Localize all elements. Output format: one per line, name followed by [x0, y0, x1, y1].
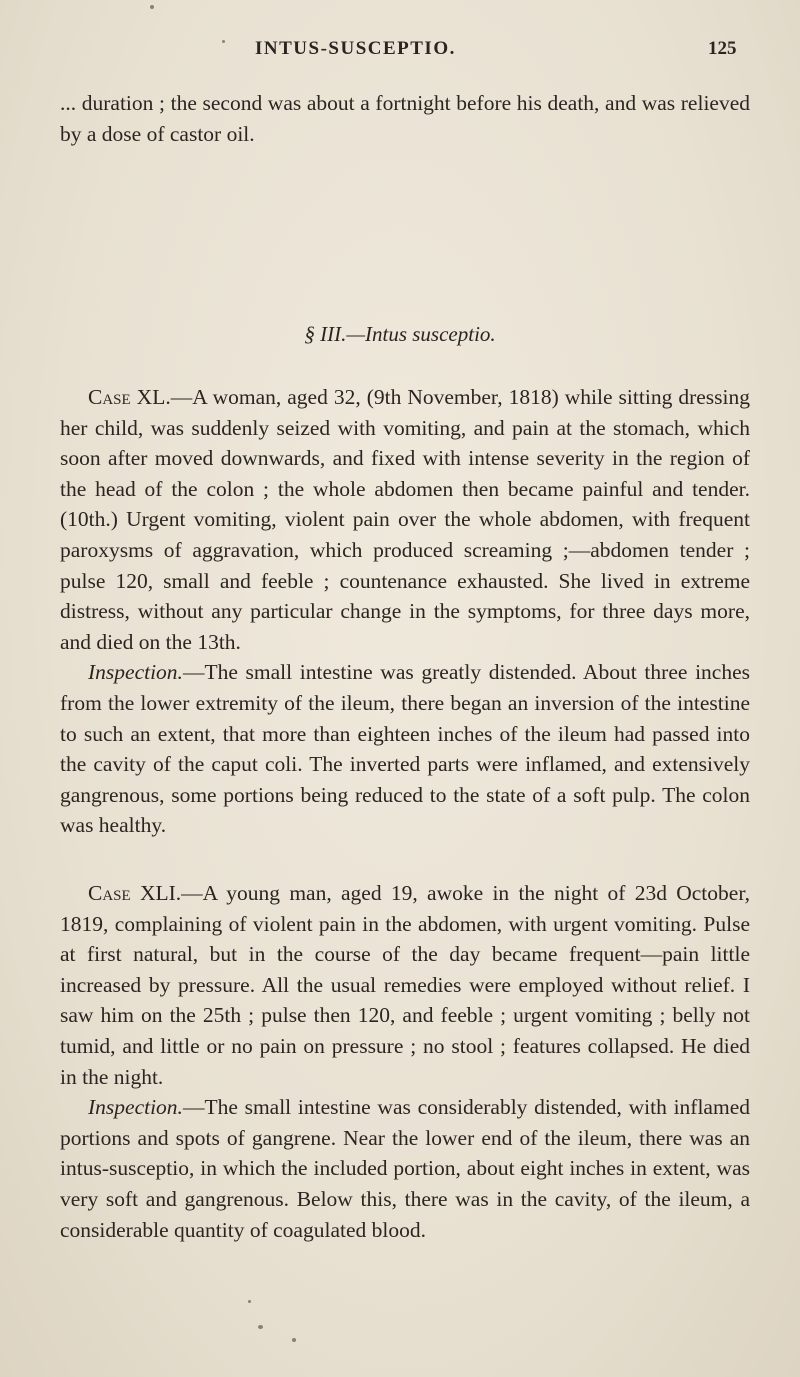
case-xl-inspection-label: Inspection. [88, 660, 183, 685]
intro-paragraph: ... duration ; the second was about a fortnight before his death, and was relieved by a dose of castor oil. [60, 91, 750, 146]
paper-speck [258, 1325, 263, 1329]
case-xl-inspection-text: —The small intestine was greatly distended. About three inches from the lower extremity of the ileum, there began an inversion of the intestine to such an extent, that more than eighteen inches of the ileum had passed into the cavity of the caput coli. The inverted parts were inflamed, and extensively gangrenous, some portions being reduced to the state of a soft pulp. The colon was healthy. [60, 660, 750, 838]
page-header [0, 38, 800, 66]
case-xli-inspection-label: Inspection. [88, 1095, 183, 1120]
intro-block [60, 88, 750, 149]
case-xl-label: Case XL. [88, 385, 171, 409]
case-xli-block [60, 878, 750, 1245]
paper-speck [248, 1300, 251, 1303]
paper-speck [150, 5, 154, 9]
section-heading: § III.—Intus susceptio. [304, 322, 496, 346]
case-xl-block [60, 382, 750, 841]
case-xli-text: —A young man, aged 19, awoke in the night of 23d October, 1819, complaining of violent pain in the abdomen, with urgent vomiting. Pulse at first natural, but in the course of the day became frequent—pain little increased by pressure. All the usual remedies were employed without relief. I saw him on the 25th ; pulse then 120, and feeble ; urgent vomiting ; belly not tumid, and little or no pain on pressure ; no stool ; features collapsed. He died in the night. [60, 881, 750, 1089]
case-xli-label: Case XLI. [88, 881, 182, 905]
case-xli-inspection-text: —The small intestine was considerably distended, with inflamed portions and spots of gangrene. Near the lower end of the ileum, there was an intus-susceptio, in which the included portion, about eight inches in extent, was very soft and gangrenous. Below this, there was in the cavity, of the ileum, a considerable quantity of coagulated blood. [60, 1095, 750, 1242]
case-xl-inspection [60, 657, 750, 841]
page-number: 125 [708, 38, 737, 59]
case-xl-text: —A woman, aged 32, (9th November, 1818) while sitting dressing her child, was suddenly seized with vomiting, and pain at the stomach, which soon after moved downwards, and fixed with intense severity in the region of the head of the colon ; the whole abdomen then became painful and tender. (10th.) Urgent vomiting, violent pain over the whole abdomen, with frequent paroxysms of aggravation, which produced screaming ;—abdomen tender ; pulse 120, small and feeble ; countenance exhausted. She lived in extreme distress, without any particular change in the symptoms, for three days more, and died on the 13th. [60, 385, 750, 654]
case-xl-paragraph [60, 382, 750, 657]
case-xli-paragraph [60, 878, 750, 1092]
paper-speck [222, 40, 225, 43]
paper-speck [292, 1338, 296, 1342]
case-xli-inspection [60, 1092, 750, 1245]
running-head: INTUS-SUSCEPTIO. [255, 38, 456, 59]
